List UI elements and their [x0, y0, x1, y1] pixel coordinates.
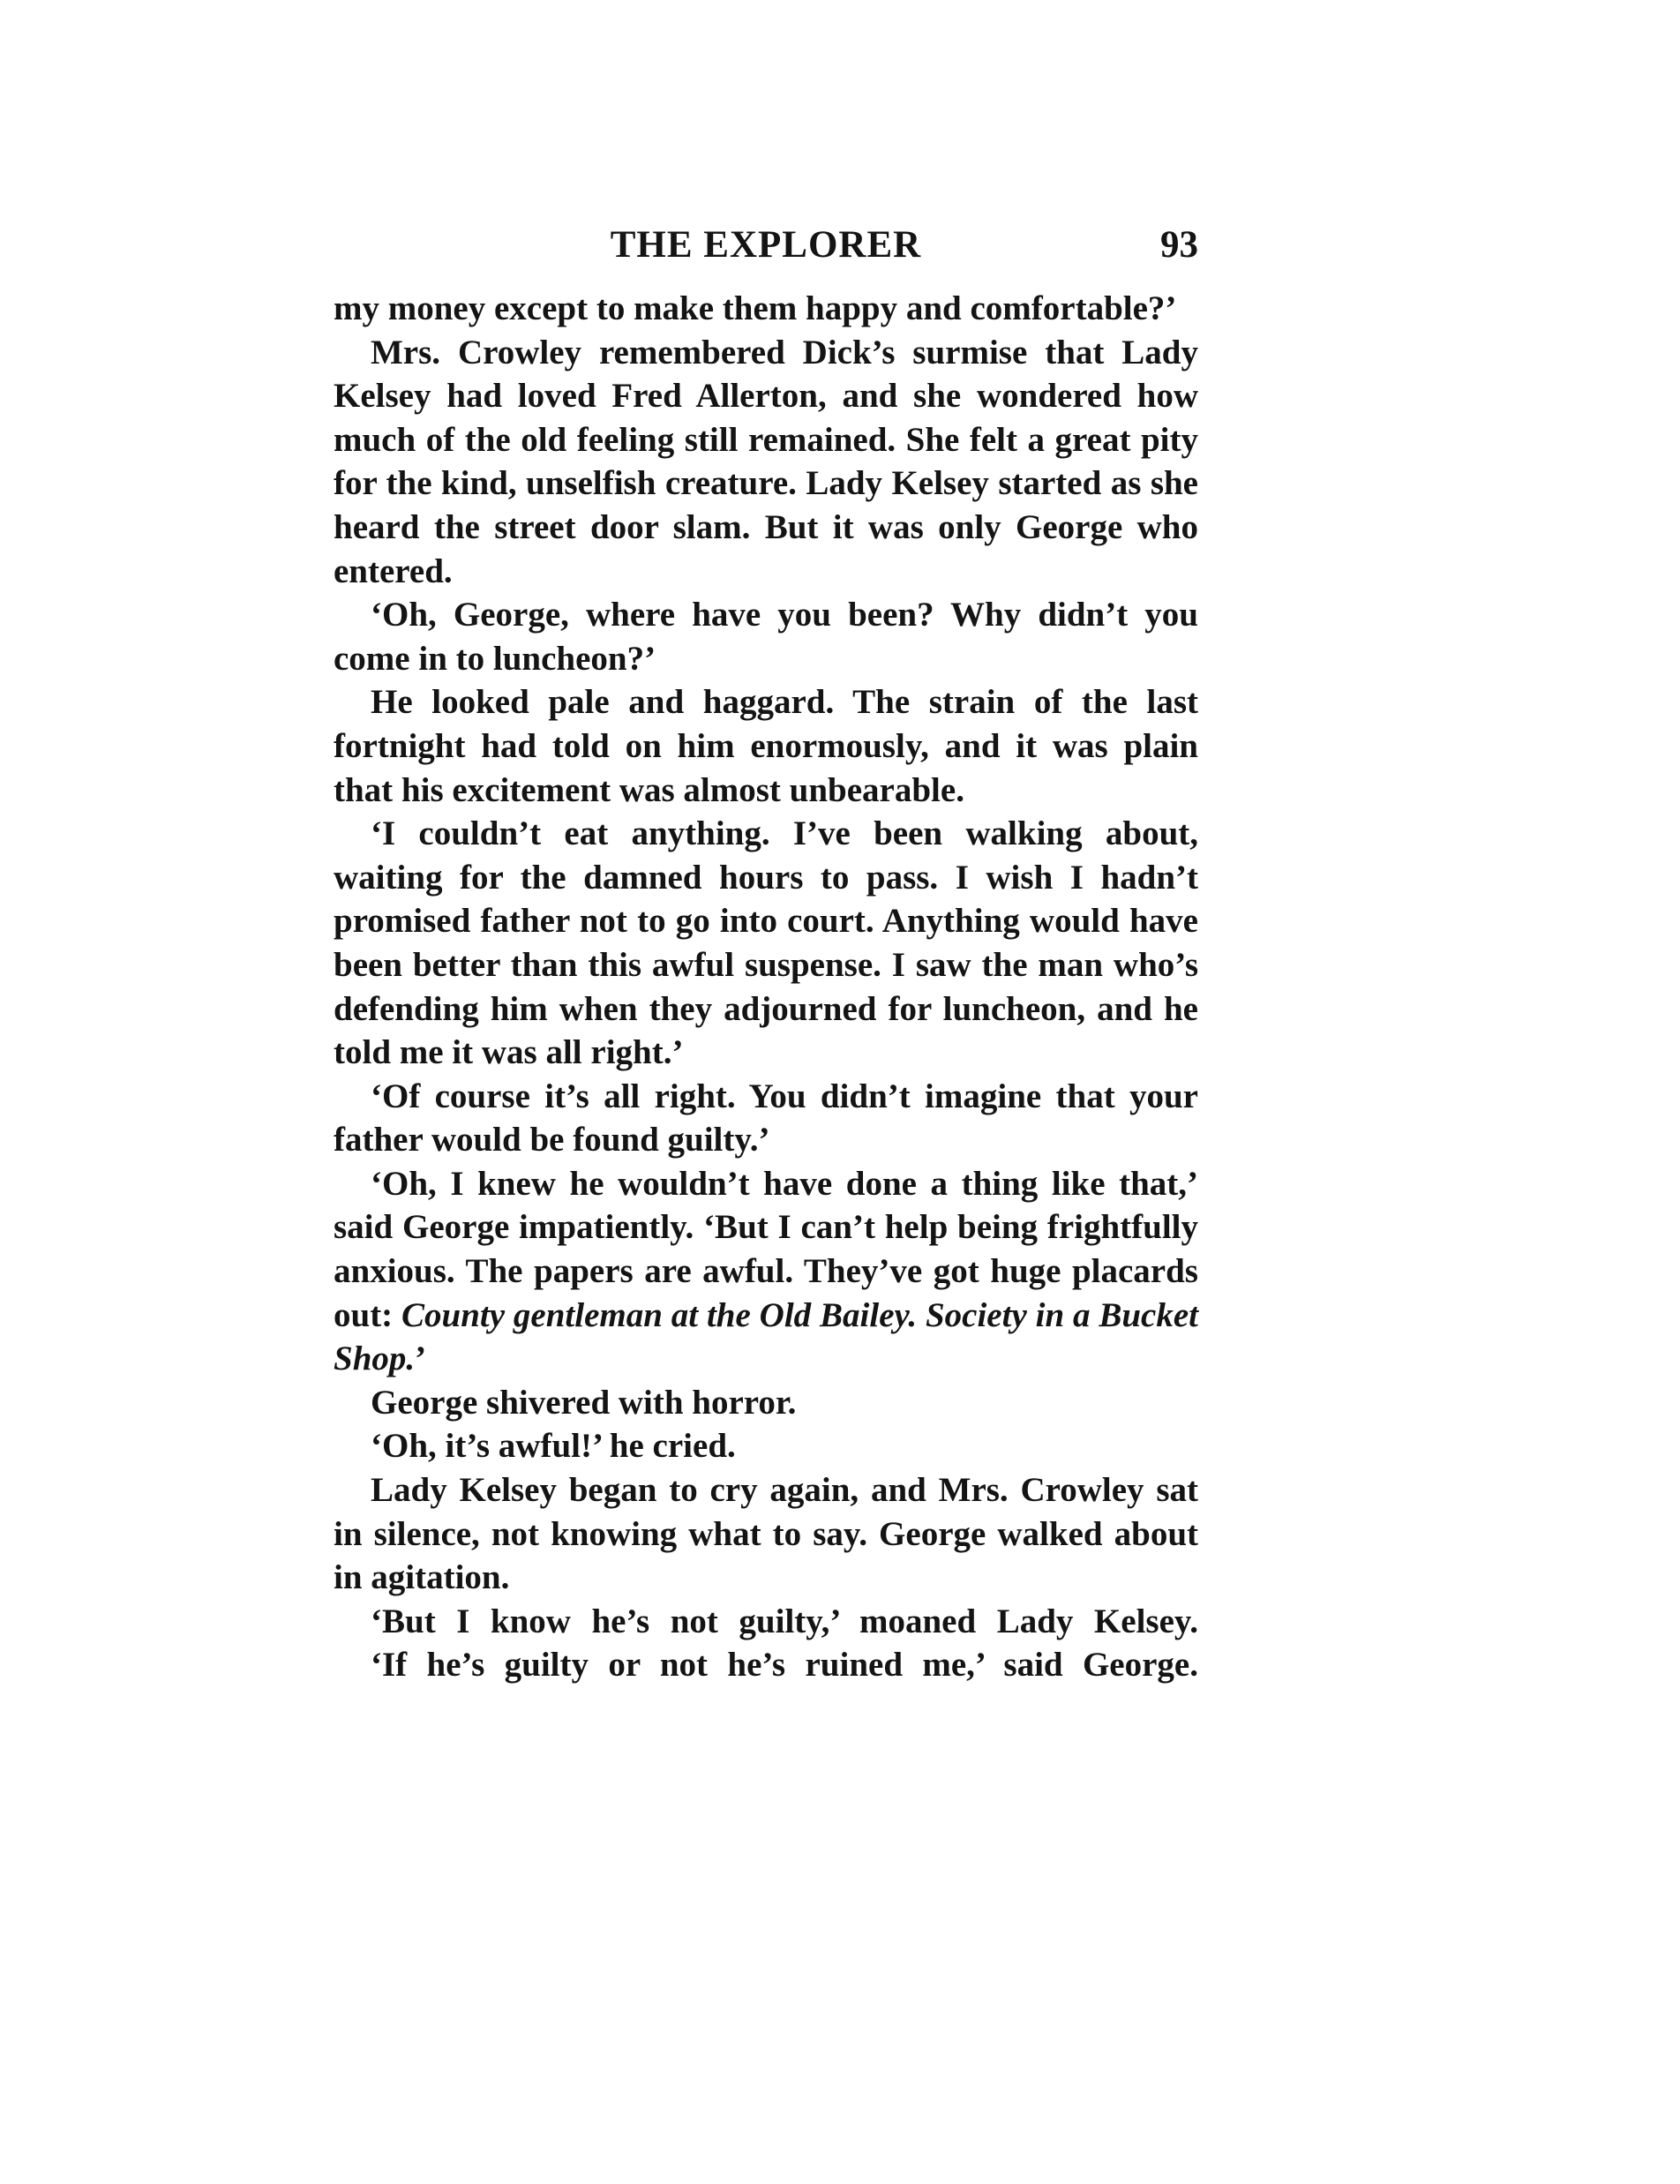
paragraph-text: ‘Oh, I knew he wouldn’t have done a thing like that,’ said George impatiently. ‘But I can’t help being frightfully anxious. The papers are awful. They’ve got huge placards out:: [334, 1164, 1198, 1334]
page-header: [334, 219, 1198, 272]
paragraph-continued: my money except to make them happy and comfortable?’: [334, 289, 1177, 327]
paragraph: He looked pale and haggard. The strain of the last fortnight had told on him enormously, and it was plain that his excitement was almost unbearable.: [334, 683, 1198, 809]
paragraph: George shivered with horror.: [371, 1383, 797, 1422]
paragraph: Lady Kelsey began to cry again, and Mrs. Crowley sat in silence, not knowing what to say. George walked about in agitation.: [334, 1471, 1198, 1597]
paragraph-with-placard: [334, 1162, 1198, 1381]
paragraph: ‘Oh, it’s awful!’ he cried.: [371, 1427, 736, 1466]
running-title: THE EXPLORER: [610, 224, 922, 266]
paragraph: ‘But I know he’s not guilty,’ moaned Lady Kelsey.: [371, 1602, 1198, 1640]
body-text: [334, 287, 1198, 1687]
paragraph: ‘I couldn’t eat anything. I’ve been walking about, waiting for the damned hours to pass. I wish I hadn’t promised father not to go into court. Anything would have been better than this awful suspense. I saw the man who’s defending him when they adjourned for luncheon, and he told me it was all right.’: [334, 814, 1198, 1072]
paragraph: ‘Of course it’s all right. You didn’t imagine that your father would be found guilty.’: [334, 1077, 1198, 1160]
closing-quote: ’: [415, 1340, 427, 1378]
paragraph: ‘Oh, George, where have you been? Why didn’t you come in to luncheon?’: [334, 596, 1198, 678]
placard-italic-text: County gentleman at the Old Bailey. Society in a Bucket Shop.: [334, 1295, 1199, 1378]
paragraph: ‘If he’s guilty or not he’s ruined me,’ said George.: [371, 1646, 1198, 1685]
paragraph: Mrs. Crowley remembered Dick’s surmise that Lady Kelsey had loved Fred Allerton, and she wondered how much of the old feeling still remained. She felt a great pity for the kind, unselfish creature. Lady Kelsey started as she heard the street door slam. But it was only George who entered.: [334, 333, 1198, 590]
page-number: 93: [1160, 224, 1198, 266]
